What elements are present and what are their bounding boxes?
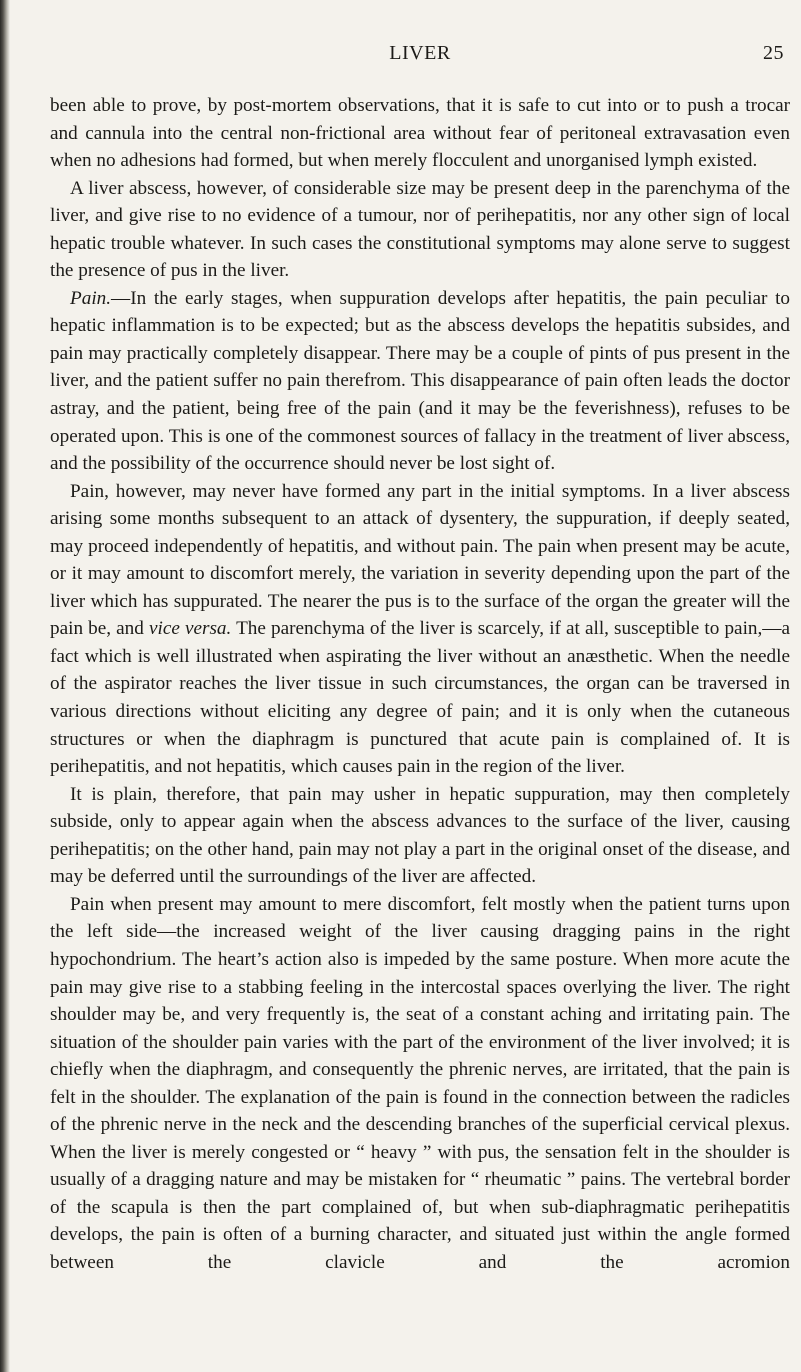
paragraph-pain bbox=[50, 285, 790, 478]
paragraph-suppuration bbox=[50, 781, 790, 891]
running-title: LIVER bbox=[389, 42, 451, 64]
book-page bbox=[50, 0, 790, 1277]
page-number: 25 bbox=[763, 42, 784, 64]
paragraph-continued bbox=[50, 92, 790, 175]
running-head bbox=[50, 42, 790, 82]
paragraph-text: —In the early stages, when suppuration develops after hepatitis, the pain peculiar to hepatic inflammation is to be expected; but as the abscess develops the hepatitis subsides, and pain may practically completely disappear. There may be a couple of pints of pus present in the liver, and the patient suffer no pain therefrom. This disappearance of pain often leads the doctor astray, and the patient, being free of the pain (and it may be the feverishness), refuses to be operated upon. This is one of the commonest sources of fallacy in the treatment of liver abscess, and the possibility of the occurrence should never be lost sight of. bbox=[50, 287, 790, 475]
paragraph-text-before: Pain, however, may never have formed any part in the initial symptoms. In a liver abscess arising some months subsequent to an attack of dysentery, the suppuration, if deeply seated, may proceed independently of hepatitis, and without pain. The pain when present may be acute, or it may amount to discomfort merely, the variation in severity depending upon the part of the liver which has suppurated. The nearer the pus is to the surface of the organ the greater will the pain be, and bbox=[50, 480, 790, 640]
paragraph-initial-symptoms bbox=[50, 478, 790, 781]
paragraph-text-after: The parenchyma of the liver is scarcely, if at all, susceptible to pain,—a fact which is well illustrated when aspirating the liver without an anæsthetic. When the needle of the aspirator reaches the liver tissue in such circumstances, the organ can be traversed in various directions without eliciting any degree of pain; and it is only when the cutaneous structures or when the diaphragm is punctured that acute pain is complained of. It is perihepatitis, and not hepatitis, which causes pain in the region of the liver. bbox=[50, 618, 790, 778]
paragraph-text: A liver abscess, however, of considerable size may be present deep in the parenchyma of the liver, and give rise to no evidence of a tumour, nor of perihepatitis, nor any other sign of local hepatic trouble whatever. In such cases the constitutional symptoms may alone serve to suggest the presence of pus in the liver. bbox=[50, 177, 790, 282]
book-binding-shadow bbox=[0, 0, 10, 1372]
paragraph-text: been able to prove, by post-mortem observations, that it is safe to cut into or to push a trocar and cannula into the central non-frictional area without fear of peritoneal extravasation even when no adhesions had formed, but when merely flocculent and unorganised lymph existed. bbox=[50, 95, 790, 172]
paragraph-text: It is plain, therefore, that pain may usher in hepatic suppuration, may then completely subside, only to appear again when the abscess advances to the surface of the liver, causing perihepatitis; on the other hand, pain may not play a part in the original onset of the disease, and may be deferred until the surroundings of the liver are affected. bbox=[50, 783, 790, 888]
paragraph-liver-abscess bbox=[50, 175, 790, 285]
paragraph-text: Pain when present may amount to mere discomfort, felt mostly when the patient turns upon the left side—the increased weight of the liver causing dragging pains in the right hypochondrium. The heart’s action also is impeded by the same posture. When more acute the pain may give rise to a stabbing feeling in the intercostal spaces overlying the liver. The right shoulder may be, and very frequently is, the seat of a constant aching and irritating pain. The situation of the shoulder pain varies with the part of the environment of the liver involved; it is chiefly when the diaphragm, and consequently the phrenic nerves, are irritated, that the pain is felt in the shoulder. The explanation of the pain is found in the connection between the radicles of the phrenic nerve in the neck and the descending branches of the superficial cervical plexus. When the liver is merely congested or “ heavy ” with pus, the sensation felt in the shoulder is usually of a dragging nature and may be mistaken for “ rheumatic ” pains. The vertebral border of the scapula is then the part complained of, but when sub-diaphragmatic perihepatitis develops, the pain is often of a burning character, and situated just within the angle formed between the clavicle and the acromion bbox=[50, 893, 790, 1273]
section-heading-pain: Pain. bbox=[70, 287, 112, 309]
italic-phrase: vice versa. bbox=[148, 618, 232, 640]
paragraph-shoulder-pain bbox=[50, 891, 790, 1277]
body-text bbox=[50, 92, 790, 1277]
